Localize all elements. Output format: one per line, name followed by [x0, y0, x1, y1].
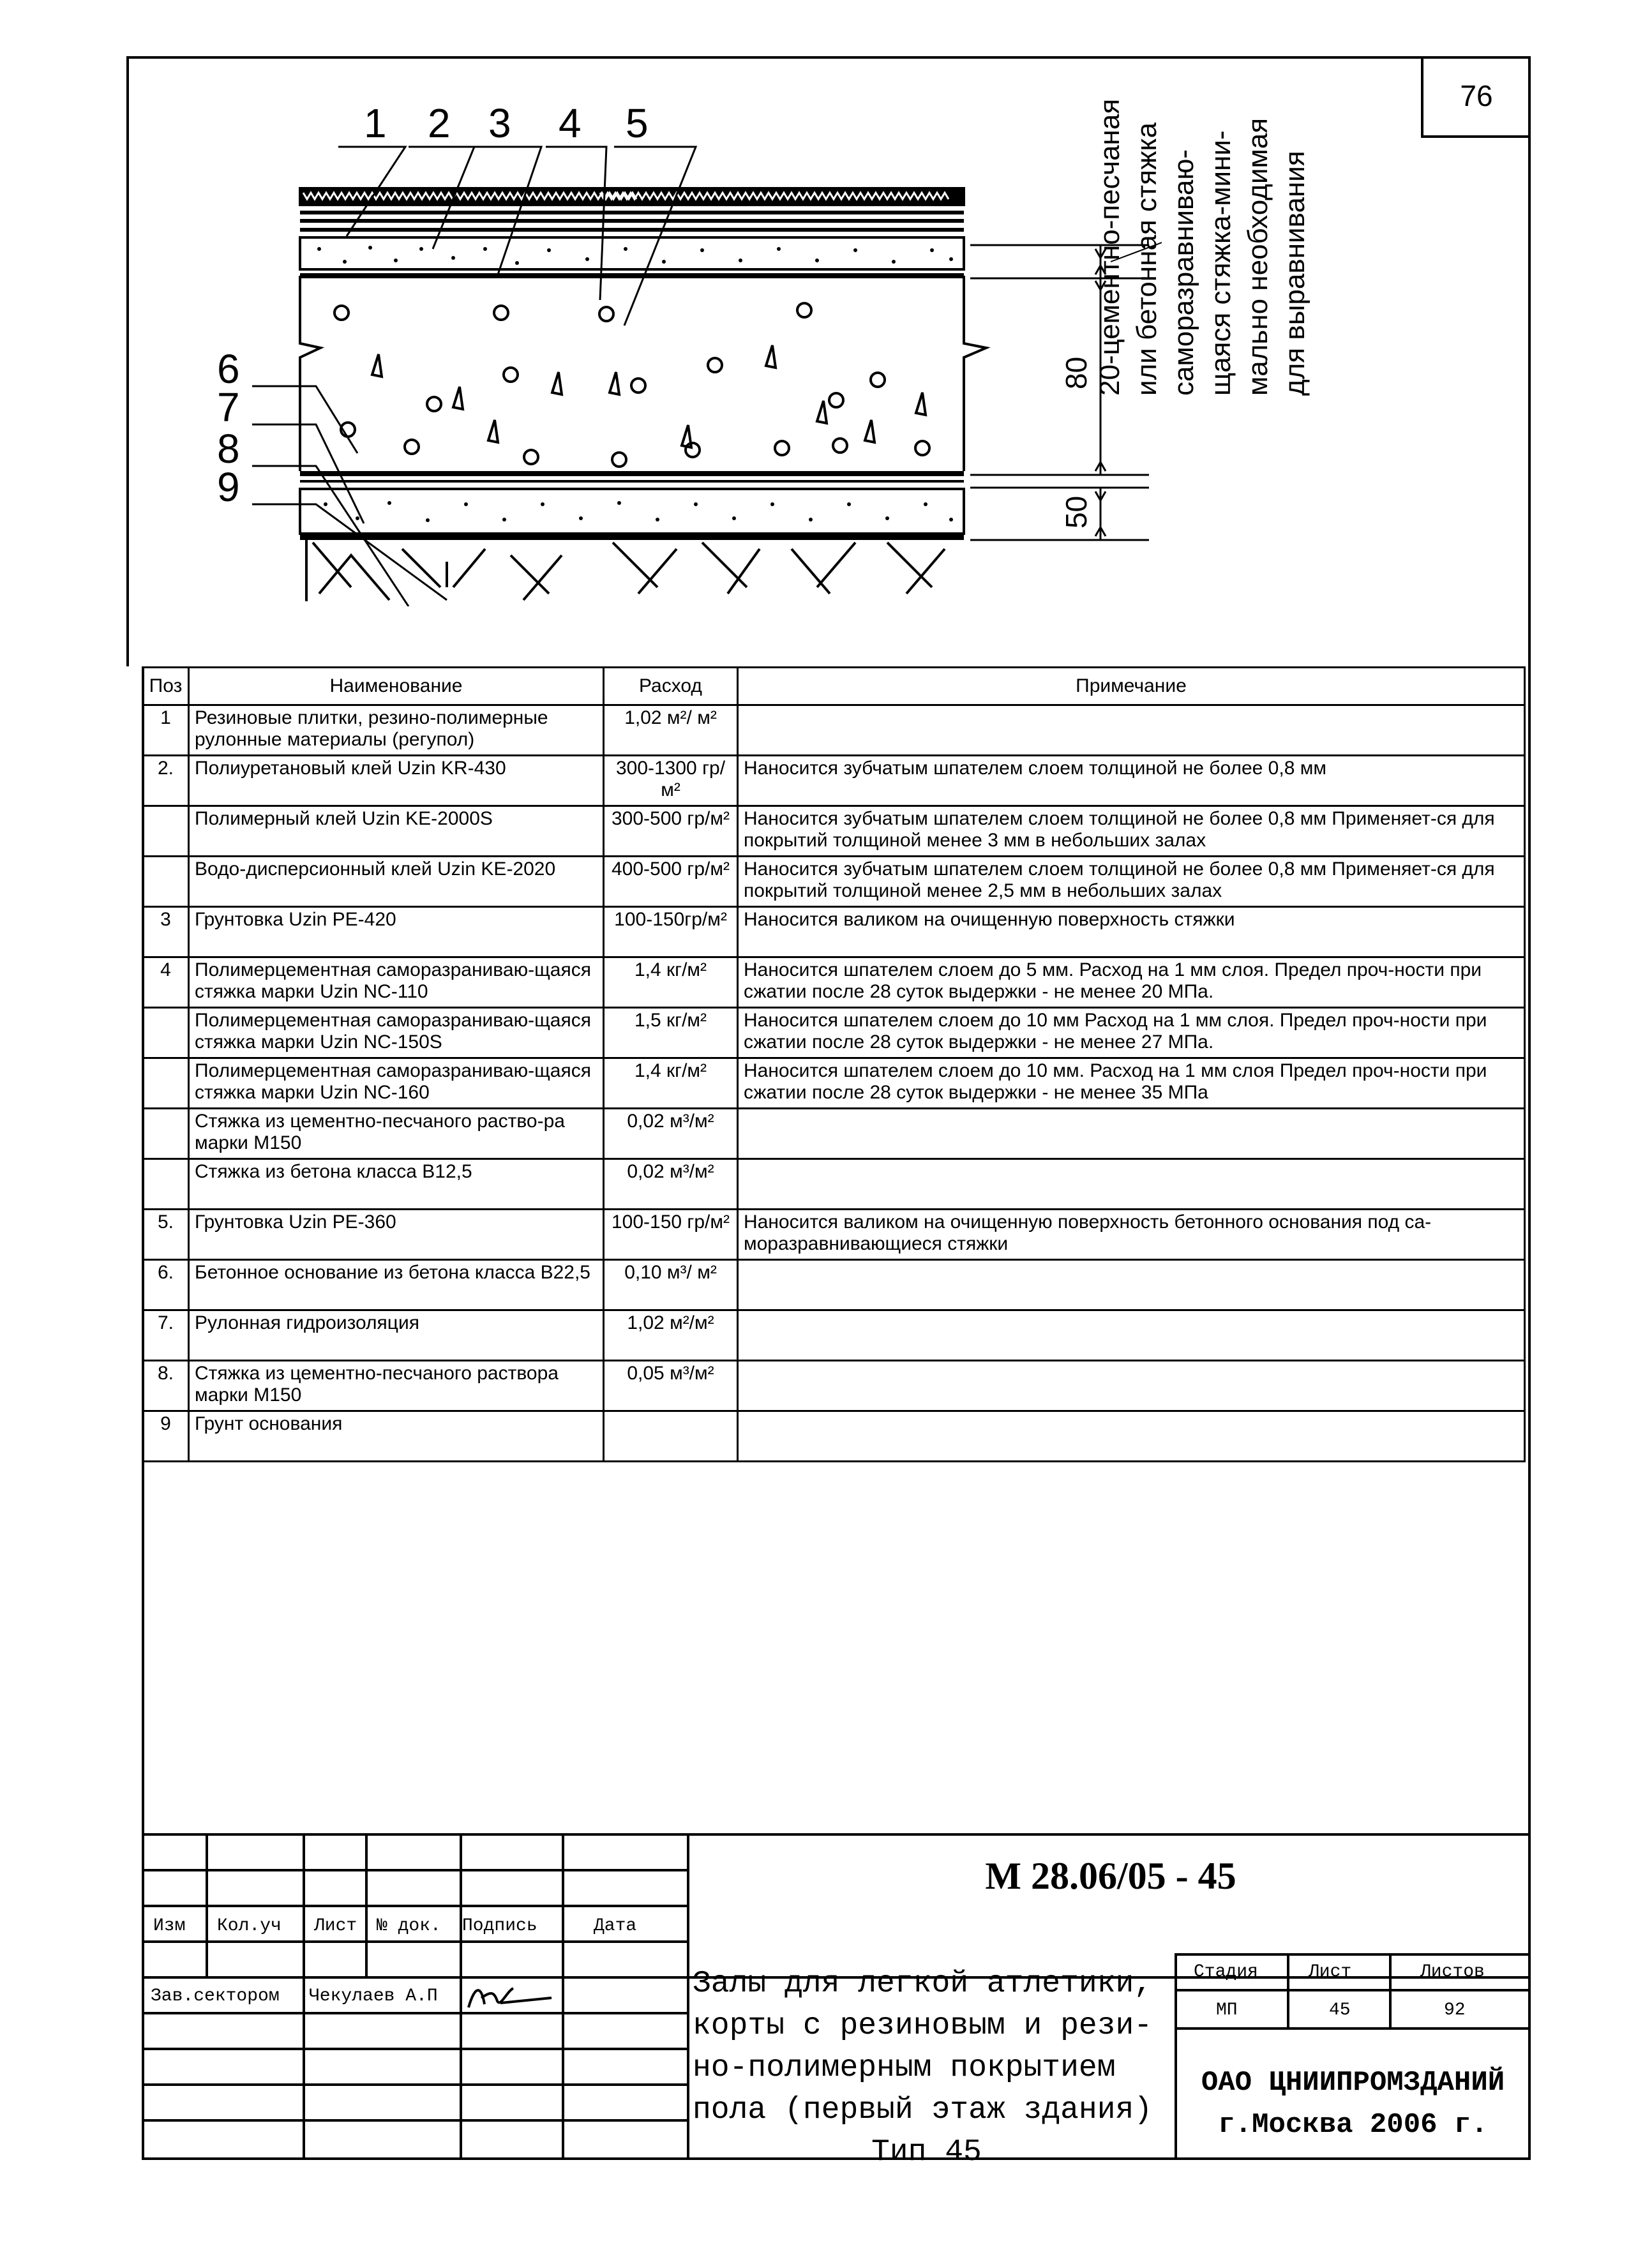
- cell-name: Грунт основания: [189, 1411, 604, 1462]
- table-row: [143, 957, 1525, 1008]
- specification-table: [142, 666, 1526, 1462]
- marker-3: 3: [488, 100, 511, 146]
- col-date: Дата: [594, 1916, 637, 1936]
- sheets-value: 92: [1444, 2000, 1466, 2020]
- dimension-50: 50: [1060, 495, 1093, 529]
- cell-name: Полимерцементная саморазраниваю-щаяся стяжка марки Uzin NC-150S: [189, 1008, 604, 1058]
- table-row: [143, 1260, 1525, 1310]
- cell-note: Наносится шпателем слоем до 5 мм. Расход на 1 мм слоя. Предел проч-ности при сжатии после 28 суток выдержки - не менее 20 МПа.: [738, 957, 1525, 1008]
- cell-note: Наносится зубчатым шпателем слоем толщиной не более 0,8 мм Применяет-ся для покрытий толщиной менее 3 мм в небольших залах: [738, 806, 1525, 857]
- cell-name: Резиновые плитки, резино-полимерные рулонные материалы (регупол): [189, 705, 604, 756]
- stage-value: МП: [1216, 2000, 1238, 2020]
- tb-line-h9: [1175, 1953, 1531, 1956]
- sheet-number: 76: [1460, 79, 1493, 112]
- cell-qty: 1,02 м²/ м²: [604, 705, 738, 756]
- cell-note: Наносится валиком на очищенную поверхность бетонного основания под са-моразравнивающиеся стяжки: [738, 1210, 1525, 1260]
- cell-name: Рулонная гидроизоляция: [189, 1310, 604, 1361]
- cell-note: [738, 1159, 1525, 1210]
- cell-note: Наносится зубчатым шпателем слоем толщиной не более 0,8 мм: [738, 756, 1525, 806]
- tb-line-h10: [1175, 1989, 1531, 1991]
- cell-pos: 4: [143, 957, 189, 1008]
- tb-line-h3: [142, 1940, 687, 1943]
- cell-note: Наносится шпателем слоем до 10 мм. Расход на 1 мм слоя Предел проч-ности при сжатии после 28 суток выдержки - не менее 35 МПа: [738, 1058, 1525, 1109]
- cell-name: Полимерцементная саморазраниваю-щаяся стяжка марки Uzin NC-160: [189, 1058, 604, 1109]
- cell-note: [738, 1260, 1525, 1310]
- cell-pos: 9: [143, 1411, 189, 1462]
- sheets-label: Листов: [1420, 1962, 1485, 1982]
- frame-left-top: [126, 56, 129, 666]
- header-note: Примечание: [738, 668, 1525, 705]
- cell-qty: 100-150гр/м²: [604, 907, 738, 957]
- tb-line-v9: [1389, 1953, 1392, 2027]
- tb-line-v6: [303, 1976, 305, 2160]
- marker-9: 9: [217, 464, 240, 510]
- cell-note: Наносится зубчатым шпателем слоем толщиной не более 0,8 мм Применяет-ся для покрытий толщиной менее 2,5 мм в небольших залах: [738, 857, 1525, 907]
- table-row: [143, 1058, 1525, 1109]
- screed-note-line-1: 20-цементно-песчаная: [1094, 98, 1125, 396]
- cell-pos: [143, 857, 189, 907]
- marker-5: 5: [626, 100, 649, 146]
- title-line-2: корты с резиновым и рези-: [693, 2009, 1153, 2043]
- tb-line-h8: [142, 2119, 687, 2122]
- drawing-title: [693, 1963, 1171, 2173]
- cell-qty: 1,4 кг/м²: [604, 957, 738, 1008]
- cell-note: [738, 1109, 1525, 1159]
- tb-line-v1: [206, 1833, 208, 1976]
- table-row: [143, 1411, 1525, 1462]
- cell-pos: 8.: [143, 1361, 189, 1411]
- cell-note: Наносится шпателем слоем до 10 мм Расход на 1 мм слоя. Предел проч-ности при сжатии после 28 суток выдержки - не менее 27 МПа.: [738, 1008, 1525, 1058]
- table-body: [143, 705, 1525, 1462]
- table-row: [143, 1008, 1525, 1058]
- tb-line-h6: [142, 2048, 687, 2050]
- screed-note: [1085, 45, 1385, 402]
- document-code: М 28.06/05 - 45: [985, 1855, 1236, 1897]
- screed-note-line-3: саморазравниваю-: [1168, 149, 1199, 396]
- organization: [1176, 2062, 1530, 2146]
- cell-name: Стяжка из цементно-песчаного раствора марки М150: [189, 1361, 604, 1411]
- person-name: Чекулаев А.П: [309, 1986, 438, 2006]
- cell-pos: [143, 1159, 189, 1210]
- cell-name: Бетонное основание из бетона класса В22,5: [189, 1260, 604, 1310]
- col-sign: Подпись: [462, 1916, 537, 1936]
- marker-4: 4: [559, 100, 582, 146]
- cell-qty: 0,10 м³/ м²: [604, 1260, 738, 1310]
- tb-line-h1: [142, 1869, 687, 1871]
- table-row: [143, 1109, 1525, 1159]
- sheet-label: Лист: [1309, 1962, 1352, 1982]
- col-list: Лист: [314, 1916, 357, 1936]
- cell-name: Стяжка из бетона класса В12,5: [189, 1159, 604, 1210]
- cell-qty: 100-150 гр/м²: [604, 1210, 738, 1260]
- tb-line-v5: [562, 1833, 564, 2160]
- tb-line-h5: [142, 2012, 687, 2014]
- table-header-row: [143, 668, 1525, 705]
- signature: [462, 1979, 558, 2017]
- cell-pos: 5.: [143, 1210, 189, 1260]
- cell-pos: 2.: [143, 756, 189, 806]
- tb-line-h11: [1175, 2027, 1531, 2030]
- cell-name: Грунтовка Uzin PE-360: [189, 1210, 604, 1260]
- tb-line-v2: [303, 1833, 305, 1976]
- screed-note-line-2: или бетонная стяжка: [1131, 122, 1162, 396]
- tb-line-h7: [142, 2083, 687, 2086]
- cell-pos: 6.: [143, 1260, 189, 1310]
- cell-qty: [604, 1411, 738, 1462]
- cell-name: Полимерцементная саморазраниваю-щаяся стяжка марки Uzin NC-110: [189, 957, 604, 1008]
- title-line-5: Тип 45: [871, 2135, 982, 2170]
- cell-pos: 7.: [143, 1310, 189, 1361]
- tb-line-v3: [365, 1833, 368, 1976]
- marker-1: 1: [364, 100, 387, 146]
- table-row: [143, 705, 1525, 756]
- col-izm: Изм: [153, 1916, 186, 1936]
- cell-name: Стяжка из цементно-песчаного раство-ра марки М150: [189, 1109, 604, 1159]
- dimension-80: 80: [1060, 356, 1093, 389]
- cell-name: Водо-дисперсионный клей Uzin KE-2020: [189, 857, 604, 907]
- marker-6: 6: [217, 346, 240, 392]
- cell-qty: 0,02 м³/м²: [604, 1159, 738, 1210]
- title-block-top: [142, 1833, 1531, 1836]
- cell-note: [738, 1361, 1525, 1411]
- frame-right: [1528, 56, 1531, 2160]
- title-line-4: пола (первый этаж здания): [693, 2093, 1153, 2127]
- cell-pos: [143, 1008, 189, 1058]
- role-label: Зав.сектором: [151, 1986, 280, 2006]
- table-row: [143, 857, 1525, 907]
- cell-qty: 300-1300 гр/м²: [604, 756, 738, 806]
- screed-note-line-4: щаяся стяжка-мини-: [1205, 130, 1236, 396]
- marker-7: 7: [217, 384, 240, 430]
- stage-label: Стадия: [1194, 1962, 1258, 1982]
- cell-qty: 300-500 гр/м²: [604, 806, 738, 857]
- cell-note: [738, 705, 1525, 756]
- cell-pos: [143, 1058, 189, 1109]
- org-line-1: ОАО ЦНИИПРОМЗДАНИЙ: [1201, 2067, 1505, 2099]
- header-qty: Расход: [604, 668, 738, 705]
- screed-note-line-5: мально необходимая: [1242, 117, 1273, 396]
- floor-section-drawing: [153, 57, 1238, 606]
- cell-qty: 1,4 кг/м²: [604, 1058, 738, 1109]
- title-line-1: Залы для легкой атлетики,: [693, 1967, 1153, 2001]
- cell-qty: 400-500 гр/м²: [604, 857, 738, 907]
- cell-pos: [143, 806, 189, 857]
- tb-line-v8: [1287, 1953, 1289, 2027]
- cell-note: [738, 1411, 1525, 1462]
- table-row: [143, 907, 1525, 957]
- cell-name: Полимерный клей Uzin KE-2000S: [189, 806, 604, 857]
- header-pos: Поз: [143, 668, 189, 705]
- marker-8: 8: [217, 426, 240, 472]
- table-row: [143, 756, 1525, 806]
- col-doc: № док.: [377, 1916, 441, 1936]
- screed-note-line-6: для выравнивания: [1279, 151, 1310, 396]
- sheet-number-box: [1421, 56, 1529, 138]
- title-divider: [687, 1833, 689, 2160]
- table-row: [143, 806, 1525, 857]
- marker-2: 2: [428, 100, 451, 146]
- cell-note: Наносится валиком на очищенную поверхность стяжки: [738, 907, 1525, 957]
- cell-note: [738, 1310, 1525, 1361]
- col-kol: Кол.уч: [217, 1916, 282, 1936]
- cell-qty: 0,05 м³/м²: [604, 1361, 738, 1411]
- table-row: [143, 1210, 1525, 1260]
- cell-name: Полиуретановый клей Uzin KR-430: [189, 756, 604, 806]
- cell-qty: 1,02 м²/м²: [604, 1310, 738, 1361]
- org-line-2: г.Москва 2006 г.: [1218, 2109, 1488, 2141]
- cell-qty: 1,5 кг/м²: [604, 1008, 738, 1058]
- cell-pos: 1: [143, 705, 189, 756]
- table-row: [143, 1310, 1525, 1361]
- sheet-value: 45: [1329, 2000, 1351, 2020]
- cell-pos: 3: [143, 907, 189, 957]
- title-line-3: но-полимерным покрытием: [693, 2051, 1116, 2085]
- table-row: [143, 1159, 1525, 1210]
- tb-line-h2: [142, 1905, 687, 1907]
- header-name: Наименование: [189, 668, 604, 705]
- cell-pos: [143, 1109, 189, 1159]
- cell-name: Грунтовка Uzin PE-420: [189, 907, 604, 957]
- table-row: [143, 1361, 1525, 1411]
- cell-qty: 0,02 м³/м²: [604, 1109, 738, 1159]
